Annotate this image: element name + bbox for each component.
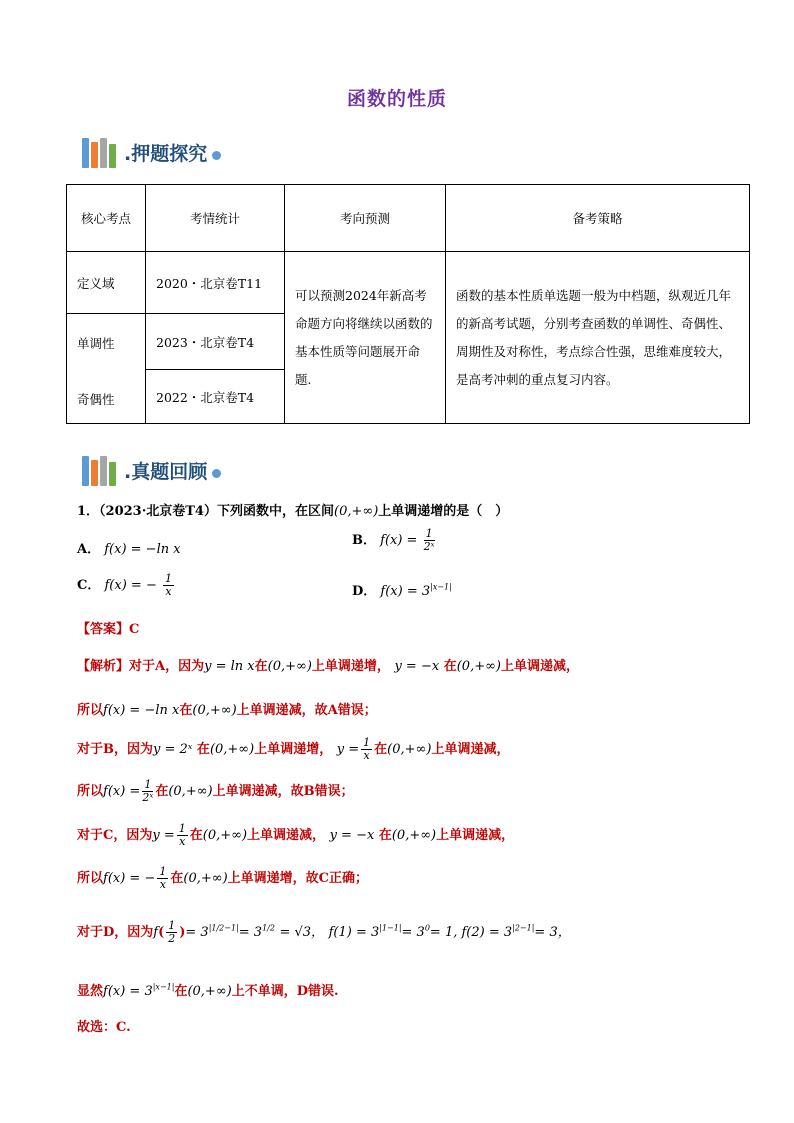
books-icon [82,454,118,486]
option-b: B． f(x) = $\frac{1}{\text{2ˣ}}$ [352,527,435,553]
analysis-line-6: 所以f(x) = − $\frac{1}{x}$ 在(0,+∞)上单调递增，故C正确； [77,865,369,891]
section-header-review [82,452,221,488]
option-d: D． $f(x) = 3^{|x-1|}$ [352,582,452,599]
analysis-line-7: 对于D，因为f( $\frac{1}{2}$ )= $3^{|1/2-1|}= 3^{1/2} = √3$， $f(1) = 3^{|1-1|}= 3^0= 1$, $f(2) = 3^{|2-1|}= 3$， [77,919,571,945]
analysis-line-1: 【解析】对于A，因为y = ln x在(0,+∞)上单调递增， y = −x 在(0,+∞)上单调递减， [77,659,580,674]
table-cell-point: 定义域 [67,252,146,314]
option-a: A． f(x) = −ln x [77,542,181,557]
dot-icon [212,469,221,478]
answer-line: 【答案】C [77,622,140,637]
section-title-explore: .押题探究 [124,142,208,165]
option-c: C． f(x) = − $\frac{1}{x}$ [77,572,172,598]
table-cell-point: 单调性 [77,336,115,351]
analysis-line-2: 所以f(x) = −ln x在(0,+∞)上单调递减，故A错误； [77,703,377,718]
table-cell-prediction: 可以预测2024年新高考命题方向将继续以函数的基本性质等问题展开命题. [285,252,446,424]
table-cell-point: 奇偶性 [77,392,115,407]
analysis-line-4: 所以f(x) = $\frac{1}{\text{2ˣ}}$ 在(0,+∞)上单调递减，故B错误； [77,778,354,804]
table-header: 备考策略 [446,185,750,252]
analysis-line-3: 对于B，因为y = 2ˣ 在(0,+∞)上单调递增， y = $\frac{1}{x}$ 在(0,+∞)上单调递减， [77,736,510,762]
table-header-row [67,185,750,252]
analysis-line-5: 对于C，因为y = $\frac{1}{x}$ 在(0,+∞)上单调递减， y = −x 在(0,+∞)上单调递减， [77,822,515,848]
section-header-explore [82,134,221,170]
analysis-conclusion: 故选：C. [77,1020,131,1035]
table-header: 核心考点 [67,185,146,252]
analysis-line-8: 显然$f(x) = 3^{|x-1|}$在(0,+∞)上不单调，D错误. [77,982,339,999]
table-header: 考情统计 [146,185,285,252]
question-stem: 1．（2023·北京卷T4）下列函数中，在区间(0,+∞)上单调递增的是（ ） [77,504,509,519]
table-cell-strategy: 函数的基本性质单选题一般为中档题，纵观近几年的新高考试题，分别考查函数的单调性、奇偶性、周期性及对称性，考点综合性强，思维难度较大，是高考冲刺的重点复习内容。 [446,252,750,424]
table-cell-point-group [67,314,146,424]
books-icon [82,136,118,168]
table-cell-stat: 2020・北京卷T11 [146,252,285,314]
dot-icon [212,151,221,160]
exam-table [66,184,750,424]
table-cell-stat: 2023・北京卷T4 [146,314,285,370]
page-title: 函数的性质 [346,88,447,110]
section-title-review: .真题回顾 [124,460,208,483]
table-row [67,252,750,314]
table-header: 考向预测 [285,185,446,252]
table-cell-stat: 2022・北京卷T4 [146,370,285,424]
